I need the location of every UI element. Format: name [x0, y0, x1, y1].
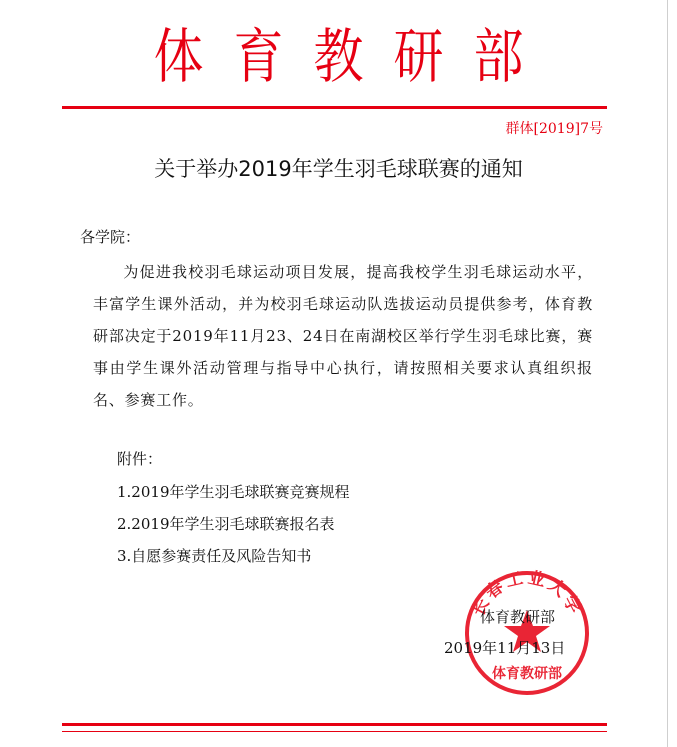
header-red-rule — [62, 106, 607, 109]
footer-red-rule-thin — [62, 731, 607, 732]
footer-red-rule — [62, 723, 607, 726]
body-paragraph — [93, 256, 593, 416]
official-seal — [462, 568, 592, 698]
attachment-item: 2.2019年学生羽毛球联赛报名表 — [117, 515, 335, 533]
attachment-item: 1.2019年学生羽毛球联赛竞赛规程 — [117, 483, 350, 501]
attachment-item: 3.自愿参赛责任及风险告知书 — [117, 547, 312, 565]
page-edge — [667, 0, 668, 747]
attachments-label: 附件： — [117, 450, 163, 468]
signature-date: 2019年11月13日 — [444, 639, 566, 657]
document-number: 群体[2019]7号 — [505, 121, 603, 137]
document-title: 关于举办2019年学生羽毛球联赛的通知 — [154, 157, 523, 181]
seal-inner-text: 体育教研部 — [492, 666, 562, 682]
seal-outer-text: 长春工业大学 — [468, 568, 586, 620]
salutation: 各学院： — [80, 228, 141, 246]
signature-signer: 体育教研部 — [480, 608, 556, 626]
org-header-title: 体育教研部 — [153, 22, 554, 92]
body-text: 为促进我校羽毛球运动项目发展，提高我校学生羽毛球运动水平，丰富学生课外活动，并为校羽毛球运动队选拔运动员提供参考，体育教研部决定于2019年11月23、24日在南湖校区举行学生羽毛球比赛，赛事由学生课外活动管理与指导中心执行，请按照相关要求认真组织报名、参赛工作。 — [93, 263, 593, 409]
